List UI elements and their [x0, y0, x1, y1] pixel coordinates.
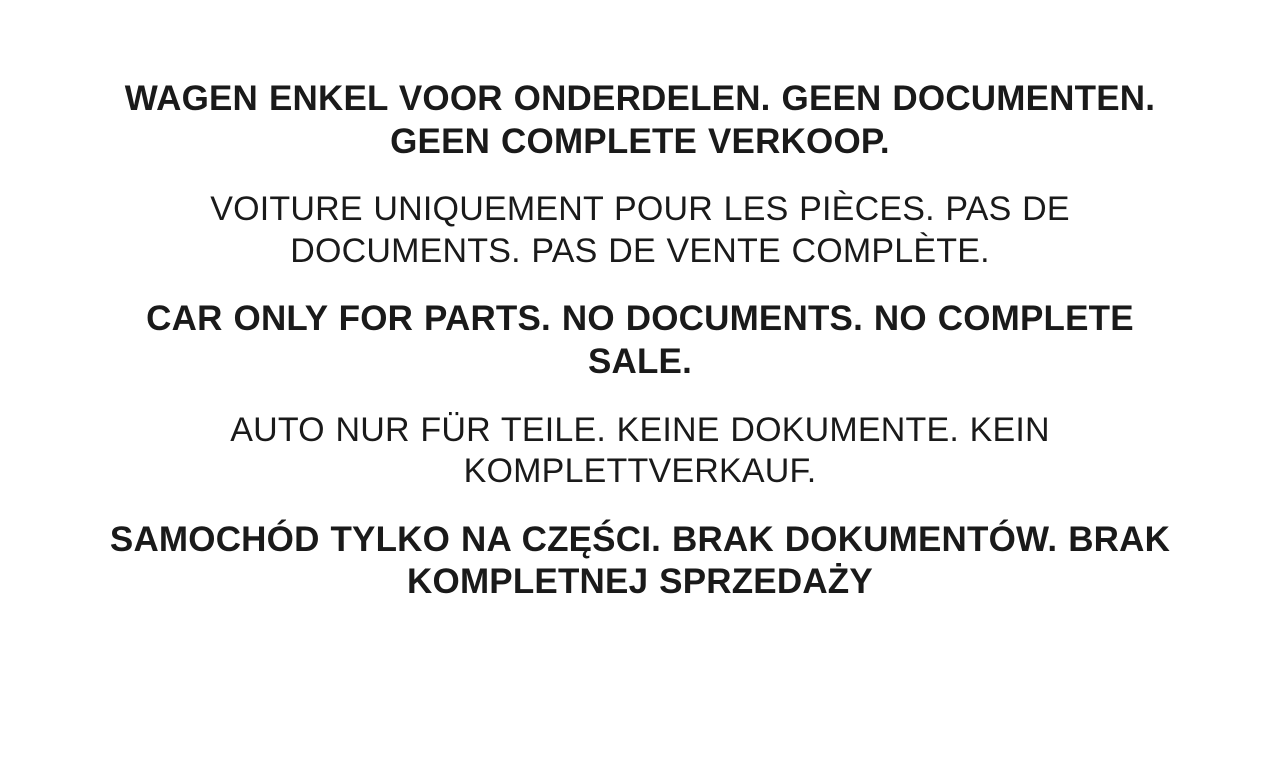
notice-line-polish: SAMOCHÓD TYLKO NA CZĘŚCI. BRAK DOKUMENTÓW. BRAK KOMPLETNEJ SPRZEDAŻY: [109, 519, 1171, 602]
notice-line-dutch: WAGEN ENKEL VOOR ONDERDELEN. GEEN DOCUMENTEN. GEEN COMPLETE VERKOOP.: [124, 79, 1156, 161]
notice-line-german: AUTO NUR FÜR TEILE. KEINE DOKUMENTE. KEIN KOMPLETTVERKAUF.: [230, 410, 1050, 491]
notice-line-english: CAR ONLY FOR PARTS. NO DOCUMENTS. NO COMPLETE SALE.: [146, 299, 1134, 381]
notice-line-french: VOITURE UNIQUEMENT POUR LES PIÈCES. PAS DE DOCUMENTS. PAS DE VENTE COMPLÈTE.: [210, 190, 1070, 270]
